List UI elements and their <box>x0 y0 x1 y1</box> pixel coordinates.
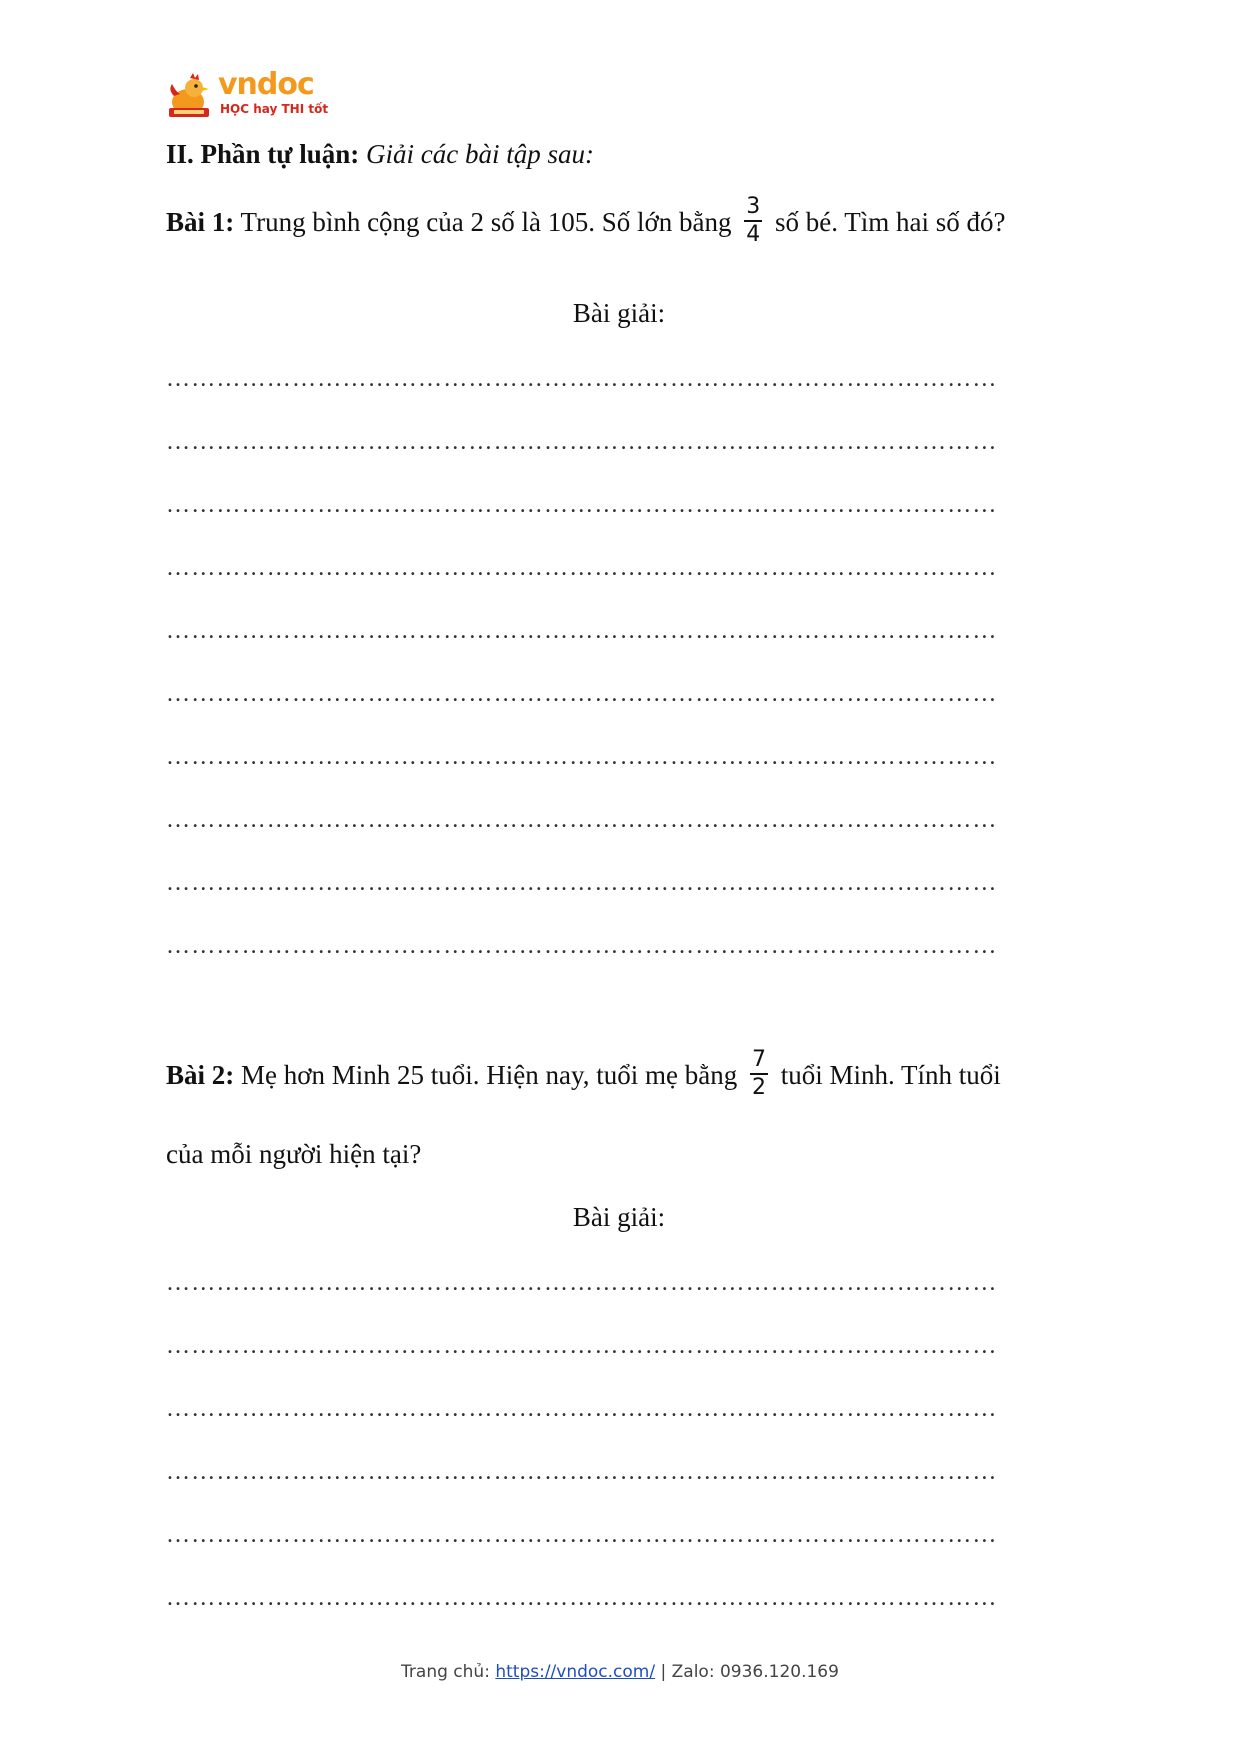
problem-2-text-before: Mẹ hơn Minh 25 tuổi. Hiện nay, tuổi mẹ bằng <box>241 1060 738 1091</box>
answer-line[interactable]: ……………………………………………………………………………………… <box>166 1333 998 1359</box>
problem-2-line-2: của mỗi người hiện tại? <box>166 1139 422 1169</box>
problem-1-label: Bài 1: <box>166 207 235 238</box>
answer-line[interactable]: ……………………………………………………………………………………… <box>166 1585 998 1611</box>
answer-line[interactable]: ……………………………………………………………………………………… <box>166 807 998 833</box>
problem-1-text-after: số bé. Tìm hai số đó? <box>775 207 1006 238</box>
answer-line[interactable]: ……………………………………………………………………………………… <box>166 429 998 455</box>
answer-line[interactable]: ……………………………………………………………………………………… <box>166 1459 998 1485</box>
section-heading-label: II. Phần tự luận: <box>166 139 360 169</box>
fraction-numerator: 3 <box>744 194 762 222</box>
answer-line[interactable]: ……………………………………………………………………………………… <box>166 618 998 644</box>
footer-home-label: Trang chủ: <box>401 1662 490 1682</box>
answer-line[interactable]: ……………………………………………………………………………………… <box>166 681 998 707</box>
problem-1 <box>166 194 1072 252</box>
answer-line[interactable]: ……………………………………………………………………………………… <box>166 366 998 392</box>
logo-slogan: HỌC hay THI tốt <box>220 102 329 116</box>
problem-2-fraction <box>750 1047 768 1101</box>
answer-line[interactable]: ……………………………………………………………………………………… <box>166 492 998 518</box>
problem-1-text-before: Trung bình cộng của 2 số là 105. Số lớn bằng <box>240 207 732 238</box>
answer-line[interactable]: ……………………………………………………………………………………… <box>166 1522 998 1548</box>
problem-2-text-after: tuổi Minh. Tính tuổi <box>780 1060 1001 1091</box>
answer-line[interactable]: ……………………………………………………………………………………… <box>166 1270 998 1296</box>
section-heading <box>166 136 1072 172</box>
logo-brand-text: vndoc <box>218 67 314 102</box>
vndoc-logo[interactable] <box>166 67 329 122</box>
footer-separator: | <box>660 1662 667 1682</box>
problem-2-label: Bài 2: <box>166 1060 235 1091</box>
answer-line[interactable]: ……………………………………………………………………………………… <box>166 933 998 959</box>
fraction-denominator: 2 <box>751 1075 766 1100</box>
answer-line[interactable]: ……………………………………………………………………………………… <box>166 870 998 896</box>
problem-2 <box>166 1047 1072 1105</box>
problem-2-solution-title: Bài giải: <box>572 1202 666 1232</box>
problem-1-fraction <box>744 194 762 248</box>
fraction-numerator: 7 <box>750 1047 768 1075</box>
fraction-denominator: 4 <box>746 222 761 247</box>
answer-line[interactable]: ……………………………………………………………………………………… <box>166 555 998 581</box>
footer-home-link[interactable]: https://vndoc.com/ <box>495 1662 656 1682</box>
footer-zalo: Zalo: 0936.120.169 <box>671 1662 839 1682</box>
page-footer <box>0 1660 1240 1684</box>
section-instruction: Giải các bài tập sau: <box>366 139 594 169</box>
problem-1-solution-title: Bài giải: <box>572 298 666 328</box>
answer-line[interactable]: ……………………………………………………………………………………… <box>166 1396 998 1422</box>
answer-line[interactable]: ……………………………………………………………………………………… <box>166 744 998 770</box>
